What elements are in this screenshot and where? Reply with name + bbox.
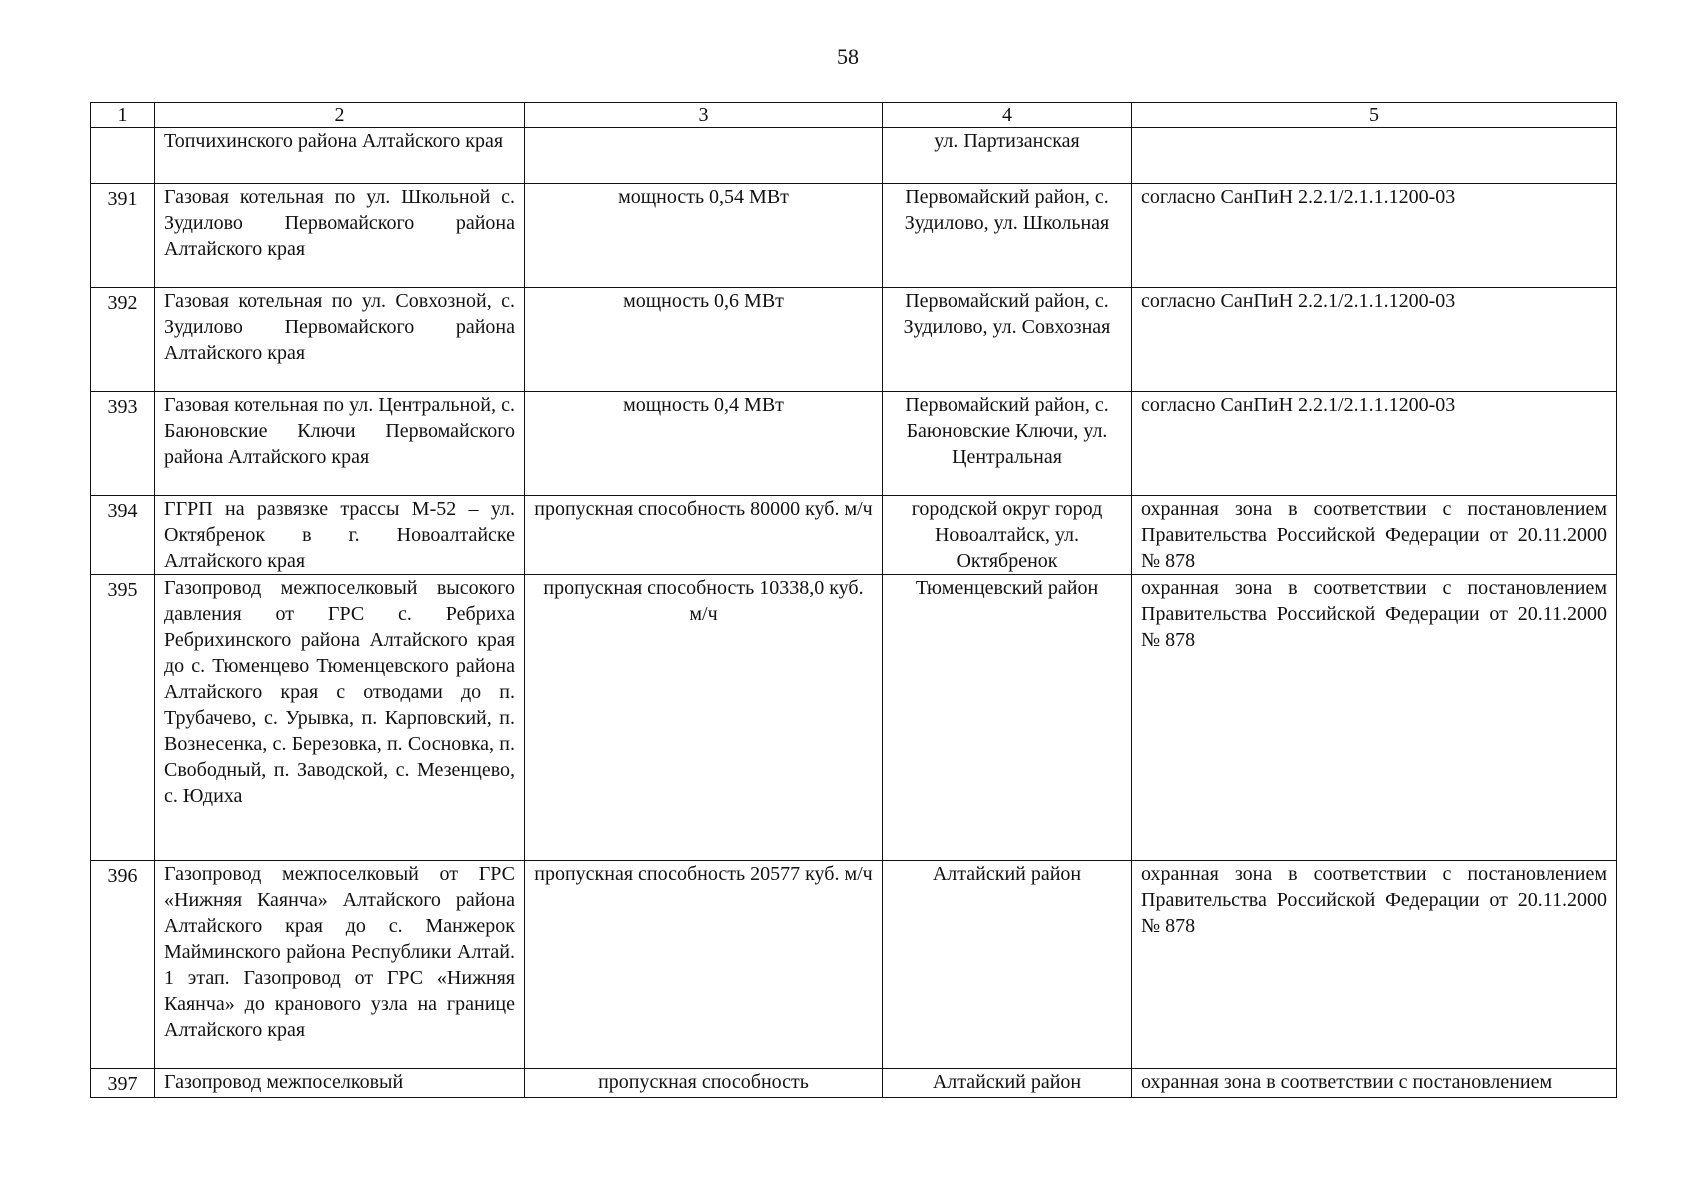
object-zone: согласно СанПиН 2.2.1/2.1.1.1200-03 <box>1132 288 1617 392</box>
table-row <box>91 184 1617 288</box>
object-zone: согласно СанПиН 2.2.1/2.1.1.1200-03 <box>1132 184 1617 288</box>
object-name: ГГРП на развязке трассы М-52 – ул. Октябренок в г. Новоалтайске Алтайского края <box>155 496 525 575</box>
row-number: 396 <box>91 861 155 1069</box>
object-name: Газопровод межпоселковый от ГРС «Нижняя Каянча» Алтайского района Алтайского края до с. Манжерок Майминского района Республики Алтай. 1 этап. Газопровод от ГРС «Нижняя Каянча» до кранового узла на границе Алтайского края <box>155 861 525 1069</box>
row-number: 391 <box>91 184 155 288</box>
page-number: 58 <box>837 44 859 69</box>
object-zone <box>1132 128 1617 184</box>
object-location: городской округ город Новоалтайск, ул. Октябренок <box>883 496 1132 575</box>
table-row <box>91 128 1617 184</box>
object-zone: охранная зона в соответствии с постановлением Правительства Российской Федерации от 20.11.2000 № 878 <box>1132 575 1617 861</box>
row-number: 394 <box>91 496 155 575</box>
object-location: Первомайский район, с. Баюновские Ключи, ул. Центральная <box>883 392 1132 496</box>
object-capacity <box>525 128 883 184</box>
objects-table <box>90 102 1617 1098</box>
object-capacity: мощность 0,4 МВт <box>525 392 883 496</box>
row-number: 397 <box>91 1069 155 1098</box>
object-location: Первомайский район, с. Зудилово, ул. Совхозная <box>883 288 1132 392</box>
object-capacity: мощность 0,54 МВт <box>525 184 883 288</box>
object-capacity: пропускная способность 10338,0 куб. м/ч <box>525 575 883 861</box>
object-location: Алтайский район <box>883 861 1132 1069</box>
table-row <box>91 1069 1617 1098</box>
row-number: 395 <box>91 575 155 861</box>
object-location: Алтайский район <box>883 1069 1132 1098</box>
header-col-1: 1 <box>91 103 155 128</box>
header-col-2: 2 <box>155 103 525 128</box>
object-capacity: пропускная способность <box>525 1069 883 1098</box>
row-number: 392 <box>91 288 155 392</box>
row-number: 393 <box>91 392 155 496</box>
table-row <box>91 575 1617 861</box>
object-location: ул. Партизанская <box>883 128 1132 184</box>
object-name: Газопровод межпоселковый <box>155 1069 525 1098</box>
object-capacity: мощность 0,6 МВт <box>525 288 883 392</box>
table-header-row <box>91 103 1617 128</box>
row-number <box>91 128 155 184</box>
header-col-3: 3 <box>525 103 883 128</box>
object-zone: охранная зона в соответствии с постановлением <box>1132 1069 1617 1098</box>
object-location: Первомайский район, с. Зудилово, ул. Школьная <box>883 184 1132 288</box>
table-row <box>91 392 1617 496</box>
object-name: Топчихинского района Алтайского края <box>155 128 525 184</box>
header-col-5: 5 <box>1132 103 1617 128</box>
header-col-4: 4 <box>883 103 1132 128</box>
object-name: Газовая котельная по ул. Совхозной, с. Зудилово Первомайского района Алтайского края <box>155 288 525 392</box>
object-capacity: пропускная способность 80000 куб. м/ч <box>525 496 883 575</box>
object-zone: охранная зона в соответствии с постановлением Правительства Российской Федерации от 20.11.2000 № 878 <box>1132 496 1617 575</box>
table-row <box>91 288 1617 392</box>
object-name: Газовая котельная по ул. Центральной, с. Баюновские Ключи Первомайского района Алтайского края <box>155 392 525 496</box>
object-name: Газопровод межпоселковый высокого давления от ГРС с. Ребриха Ребрихинского района Алтайского края до с. Тюменцево Тюменцевского района Алтайского края с отводами до п. Трубачево, с. Урывка, п. Карповский, п. Вознесенка, с. Березовка, п. Сосновка, п. Свободный, п. Заводской, с. Мезенцево, с. Юдиха <box>155 575 525 861</box>
object-name: Газовая котельная по ул. Школьной с. Зудилово Первомайского района Алтайского края <box>155 184 525 288</box>
table-row <box>91 861 1617 1069</box>
object-zone: согласно СанПиН 2.2.1/2.1.1.1200-03 <box>1132 392 1617 496</box>
table-row <box>91 496 1617 575</box>
object-zone: охранная зона в соответствии с постановлением Правительства Российской Федерации от 20.11.2000 № 878 <box>1132 861 1617 1069</box>
object-capacity: пропускная способность 20577 куб. м/ч <box>525 861 883 1069</box>
object-location: Тюменцевский район <box>883 575 1132 861</box>
